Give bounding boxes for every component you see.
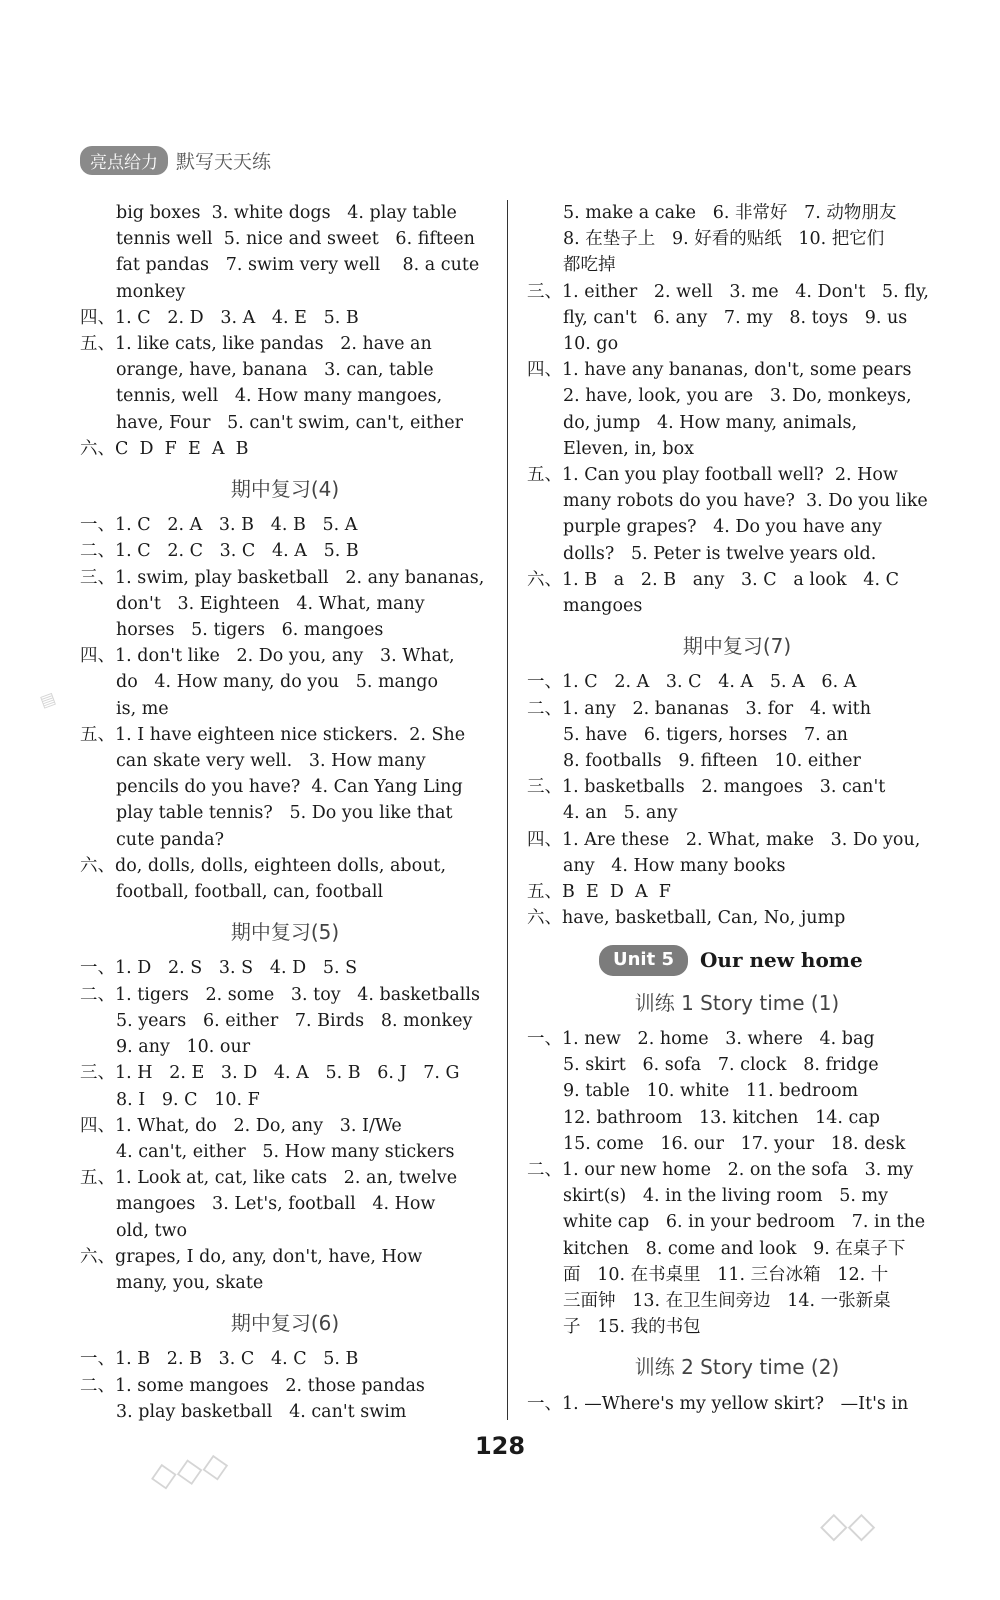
answer-line: 六、grapes, I do, any, don't, have, How bbox=[80, 1246, 423, 1267]
answer-line: have, Four 5. can't swim, can't, either bbox=[116, 412, 464, 433]
column-divider bbox=[507, 200, 508, 1420]
answer-line: 5. years 6. either 7. Birds 8. monkey bbox=[116, 1010, 473, 1031]
answer-line: 9. any 10. our bbox=[116, 1037, 251, 1058]
answer-line: 三、1. H 2. E 3. D 4. A 5. B 6. J 7. G bbox=[80, 1063, 460, 1084]
answer-line: 四、1. have any bananas, don't, some pears bbox=[527, 360, 912, 381]
midterm-6-block bbox=[80, 1346, 490, 1425]
answer-line: 三、1. either 2. well 3. me 4. Don't 5. fly, bbox=[527, 281, 929, 302]
answer-line: any 4. How many books bbox=[563, 855, 786, 876]
answer-line: 二、1. tigers 2. some 3. toy 4. basketballs bbox=[80, 984, 480, 1005]
answer-line: 五、1. Look at, cat, like cats 2. an, twelve bbox=[80, 1168, 458, 1189]
answer-line: fat pandas 7. swim very well 8. a cute bbox=[116, 255, 480, 276]
answer-line: tennis well 5. nice and sweet 6. fifteen bbox=[116, 229, 475, 250]
watermark-bottom-right: ◇◇ bbox=[820, 1505, 876, 1546]
answer-line: cute panda? bbox=[116, 829, 224, 850]
answer-line: 二、1. C 2. C 3. C 4. A 5. B bbox=[80, 541, 359, 562]
section-title-midterm-5: 期中复习(5) bbox=[230, 920, 340, 945]
midterm-5-block bbox=[80, 955, 490, 1296]
brand-badge: 亮点给力 bbox=[80, 146, 168, 175]
answer-line: 子 15. 我的书包 bbox=[563, 1317, 701, 1338]
training-1-block bbox=[527, 1026, 947, 1340]
answer-line: don't 3. Eighteen 4. What, many bbox=[116, 593, 425, 614]
answer-line: Eleven, in, box bbox=[563, 438, 694, 459]
answer-line: 8. footballs 9. fifteen 10. either bbox=[563, 751, 861, 772]
answer-line: football, football, can, football bbox=[116, 882, 384, 903]
answer-line: 8. I 9. C 10. F bbox=[116, 1089, 260, 1110]
watermark-stamp: ▤ bbox=[37, 687, 58, 712]
answer-line: 5. have 6. tigers, horses 7. an bbox=[563, 724, 848, 745]
answer-line: 一、1. —Where's my yellow skirt? —It's in bbox=[527, 1393, 909, 1414]
answer-line: 都吃掉 bbox=[563, 255, 616, 276]
answer-line: 一、1. C 2. A 3. C 4. A 5. A 6. A bbox=[527, 672, 857, 693]
answer-line: 一、1. D 2. S 3. S 4. D 5. S bbox=[80, 958, 358, 979]
section-title-midterm-6: 期中复习(6) bbox=[230, 1311, 340, 1336]
answer-line: 三面钟 13. 在卫生间旁边 14. 一张新桌 bbox=[563, 1290, 891, 1311]
answer-line: 15. come 16. our 17. your 18. desk bbox=[563, 1133, 906, 1154]
answer-line: 四、1. don't like 2. Do you, any 3. What, bbox=[80, 646, 455, 667]
answer-line: 面 10. 在书桌里 11. 三台冰箱 12. 十 bbox=[563, 1264, 889, 1285]
answer-line: 二、1. some mangoes 2. those pandas bbox=[80, 1375, 425, 1396]
left-pre-block bbox=[80, 200, 490, 462]
series-title: 默写天天练 bbox=[176, 151, 272, 173]
answer-line: 10. go bbox=[563, 334, 619, 355]
answer-line: 五、1. like cats, like pandas 2. have an bbox=[80, 334, 432, 355]
training-2-block bbox=[527, 1391, 947, 1417]
answer-line: 3. play basketball 4. can't swim bbox=[116, 1401, 407, 1422]
answer-line: purple grapes? 4. Do you have any bbox=[563, 517, 882, 538]
right-column bbox=[527, 200, 947, 1417]
answer-line: 9. table 10. white 11. bedroom bbox=[563, 1081, 859, 1102]
answer-line: 三、1. basketballs 2. mangoes 3. can't bbox=[527, 777, 886, 798]
answer-line: fly, can't 6. any 7. my 8. toys 9. us bbox=[563, 307, 908, 328]
answer-line: tennis, well 4. How many mangoes, bbox=[116, 386, 443, 407]
section-title-midterm-4: 期中复习(4) bbox=[230, 477, 340, 502]
answer-line: do, jump 4. How many, animals, bbox=[563, 412, 858, 433]
answer-line: 5. skirt 6. sofa 7. clock 8. fridge bbox=[563, 1055, 879, 1076]
answer-line: do 4. How many, do you 5. mango bbox=[116, 672, 438, 693]
unit-heading bbox=[599, 945, 947, 975]
section-title-training-2: 训练 2 Story time (2) bbox=[634, 1355, 840, 1380]
answer-line: 二、1. any 2. bananas 3. for 4. with bbox=[527, 698, 871, 719]
answer-line: 五、1. Can you play football well? 2. How bbox=[527, 465, 898, 486]
section-title-midterm-7: 期中复习(7) bbox=[682, 634, 792, 659]
answer-line: kitchen 8. come and look 9. 在桌子下 bbox=[563, 1238, 906, 1259]
section-title-training-1: 训练 1 Story time (1) bbox=[634, 990, 840, 1015]
answer-line: 8. 在垫子上 9. 好看的贴纸 10. 把它们 bbox=[563, 229, 885, 250]
answer-line: orange, have, banana 3. can, table bbox=[116, 360, 434, 381]
page-number: 128 bbox=[474, 1432, 526, 1460]
answer-line: 一、1. new 2. home 3. where 4. bag bbox=[527, 1028, 875, 1049]
answer-line: mangoes 3. Let's, football 4. How bbox=[116, 1194, 436, 1215]
answer-line: 四、1. Are these 2. What, make 3. Do you, bbox=[527, 829, 921, 850]
answer-line: 五、B E D A F bbox=[527, 882, 671, 903]
right-pre-block bbox=[527, 200, 947, 619]
answer-line: pencils do you have? 4. Can Yang Ling bbox=[116, 777, 463, 798]
answer-line: 二、1. our new home 2. on the sofa 3. my bbox=[527, 1159, 914, 1180]
midterm-7-block bbox=[527, 669, 947, 931]
answer-line: 一、1. C 2. A 3. B 4. B 5. A bbox=[80, 515, 358, 536]
answer-line: 三、1. swim, play basketball 2. any bananas, bbox=[80, 567, 485, 588]
answer-line: 4. an 5. any bbox=[563, 803, 678, 824]
answer-line: play table tennis? 5. Do you like that bbox=[116, 803, 453, 824]
answer-line: many robots do you have? 3. Do you like bbox=[563, 491, 928, 512]
answer-line: horses 5. tigers 6. mangoes bbox=[116, 620, 384, 641]
page-header bbox=[80, 146, 271, 175]
unit-badge: Unit 5 bbox=[599, 945, 688, 975]
answer-line: 五、1. I have eighteen nice stickers. 2. She bbox=[80, 724, 466, 745]
answer-line: monkey bbox=[116, 281, 186, 302]
answer-line: dolls? 5. Peter is twelve years old. bbox=[563, 543, 877, 564]
watermark-bottom-left: ◇◇◇ bbox=[147, 1443, 232, 1497]
left-column bbox=[80, 200, 490, 1425]
answer-line: 六、do, dolls, dolls, eighteen dolls, about, bbox=[80, 855, 447, 876]
answer-line: old, two bbox=[116, 1220, 188, 1241]
answer-line: white cap 6. in your bedroom 7. in the bbox=[563, 1212, 926, 1233]
answer-line: 12. bathroom 13. kitchen 14. cap bbox=[563, 1107, 880, 1128]
answer-line: many, you, skate bbox=[116, 1272, 264, 1293]
answer-line: 四、1. What, do 2. Do, any 3. I/We bbox=[80, 1115, 402, 1136]
answer-line: is, me bbox=[116, 698, 169, 719]
answer-line: big boxes 3. white dogs 4. play table bbox=[116, 203, 457, 223]
answer-line: 六、have, basketball, Can, No, jump bbox=[527, 908, 846, 929]
answer-line: 一、1. B 2. B 3. C 4. C 5. B bbox=[80, 1349, 359, 1370]
answer-line: 四、1. C 2. D 3. A 4. E 5. B bbox=[80, 307, 359, 328]
answer-line: 六、C D F E A B bbox=[80, 438, 249, 459]
answer-line: mangoes bbox=[563, 596, 643, 617]
midterm-4-block bbox=[80, 512, 490, 905]
unit-title: Our new home bbox=[700, 948, 863, 973]
answer-line: 六、1. B a 2. B any 3. C a look 4. C bbox=[527, 569, 899, 590]
answer-line: 4. can't, either 5. How many stickers bbox=[116, 1141, 455, 1162]
answer-line: skirt(s) 4. in the living room 5. my bbox=[563, 1186, 888, 1207]
answer-line: 5. make a cake 6. 非常好 7. 动物朋友 bbox=[563, 203, 897, 223]
answer-line: can skate very well. 3. How many bbox=[116, 751, 426, 772]
answer-line: 2. have, look, you are 3. Do, monkeys, bbox=[563, 386, 912, 407]
